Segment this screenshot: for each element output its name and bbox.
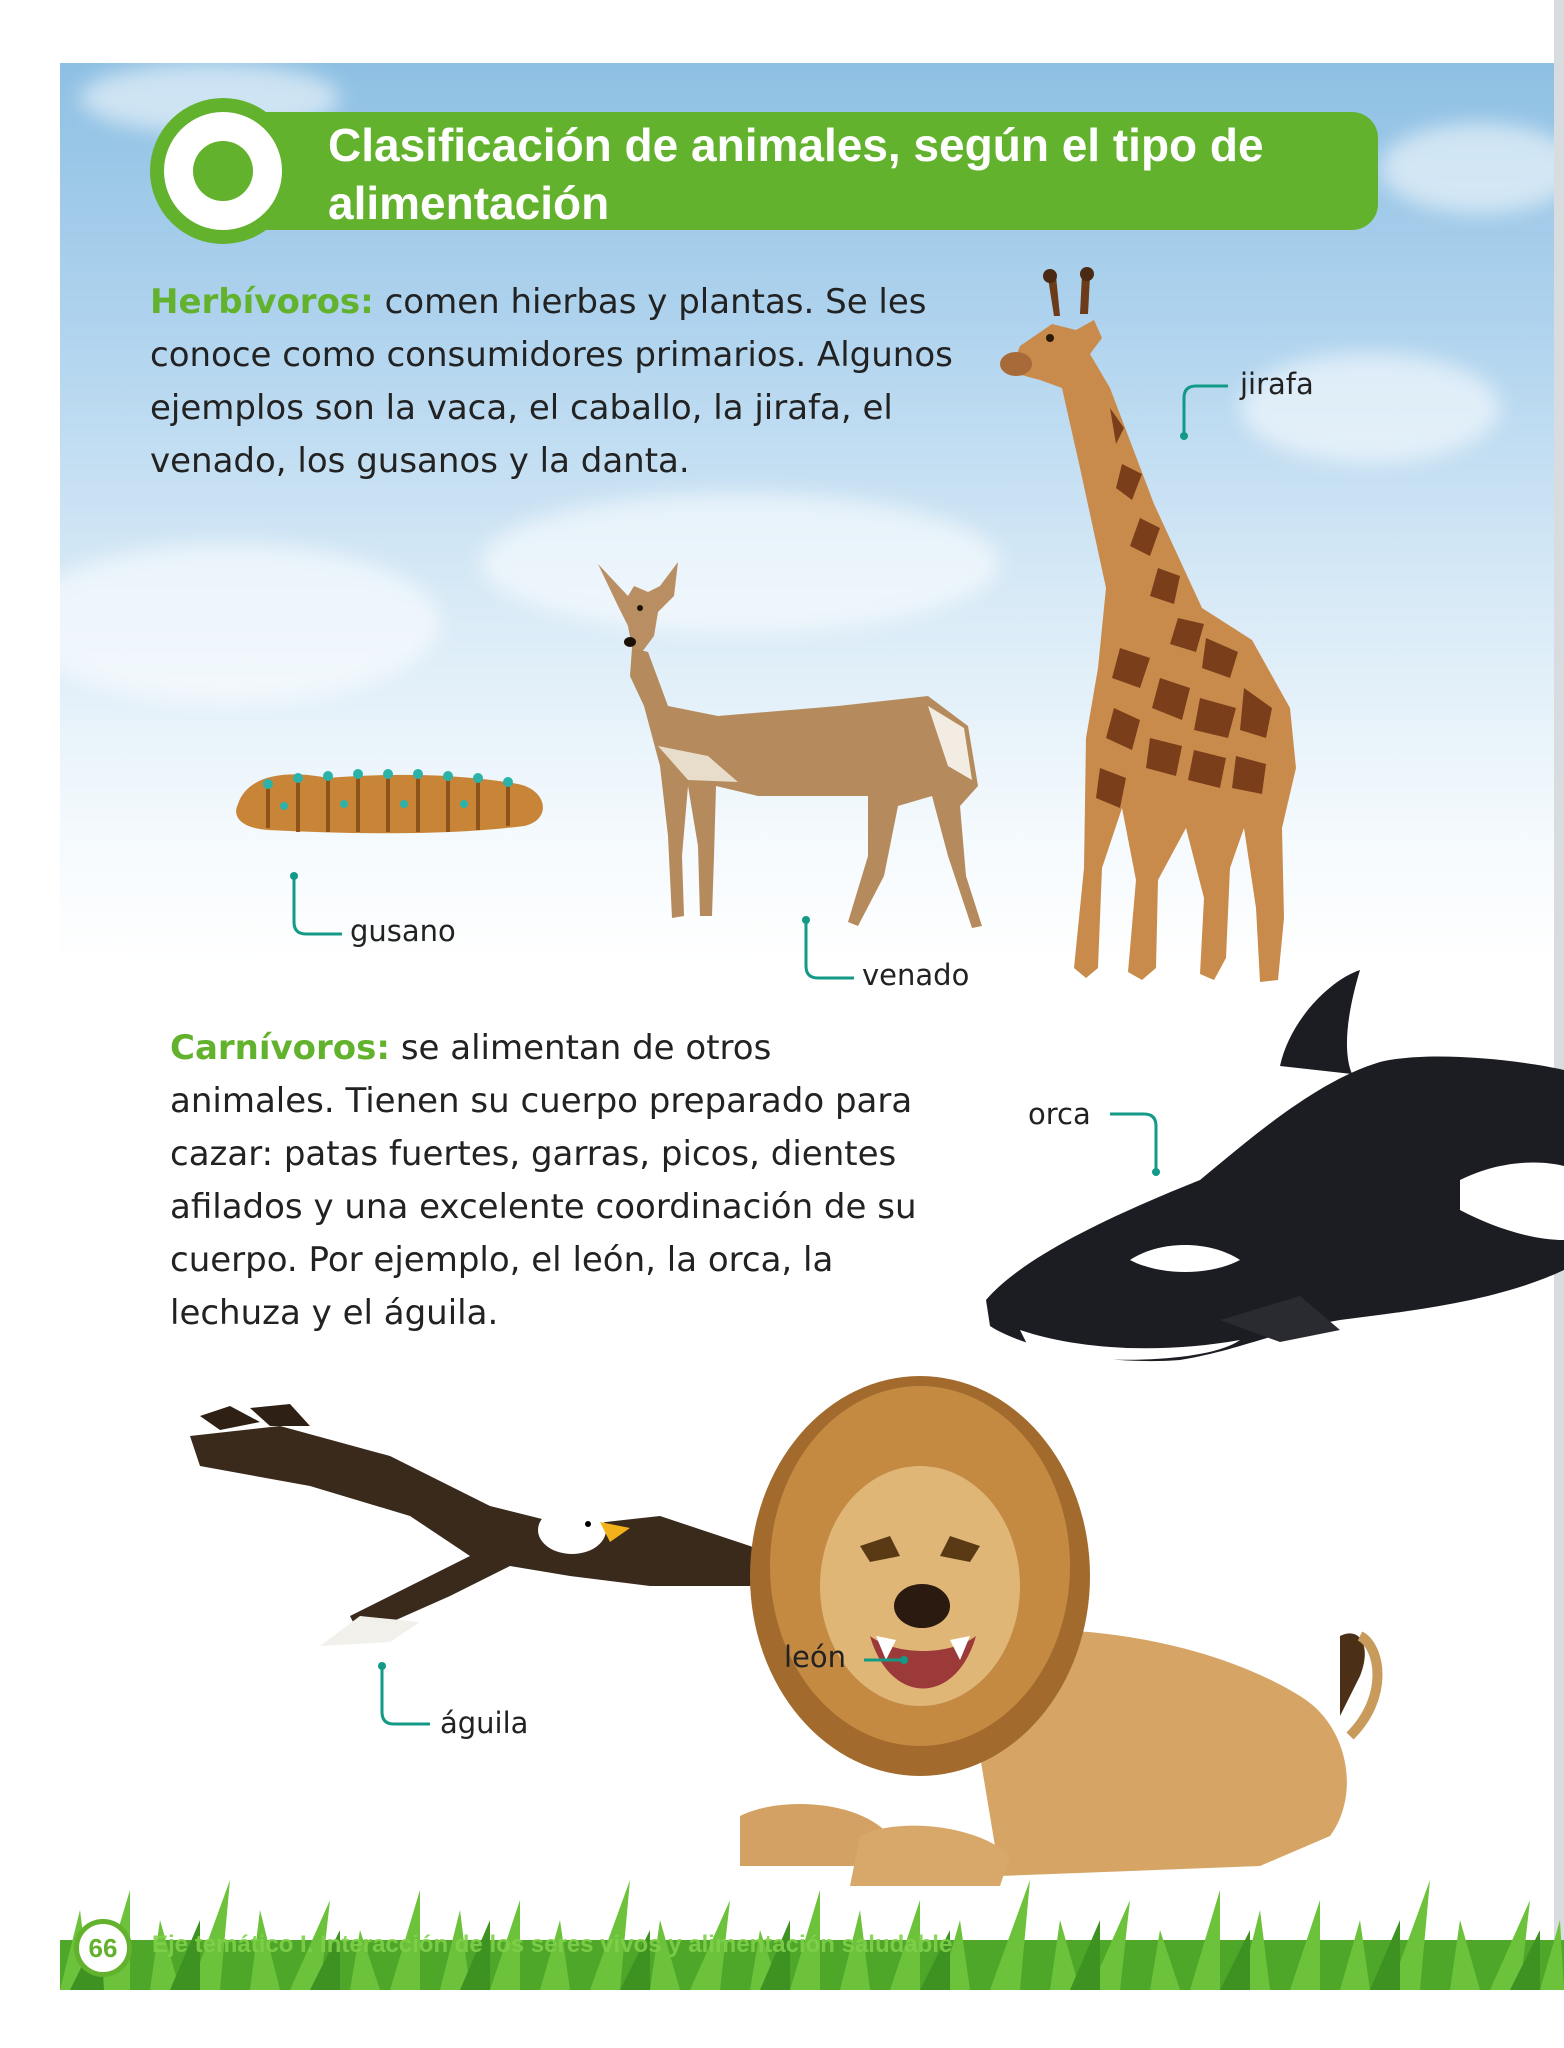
deer-image [588,556,1008,956]
caterpillar-image [228,744,558,844]
grass-decoration [60,1870,1564,1990]
jirafa-label: jirafa [1240,367,1314,401]
aguila-label: águila [440,1706,529,1740]
carnivores-paragraph [170,1022,930,1340]
venado-leader-line [798,914,858,986]
herbivores-term: Herbívoros: [150,282,374,322]
jirafa-leader-line [1176,378,1236,444]
page-title [328,116,1368,232]
title-bullet-icon [150,98,296,244]
leon-leader-line [862,1650,912,1670]
orca-image [980,970,1564,1370]
leon-label: león [784,1640,847,1674]
orca-leader-line [1106,1106,1166,1178]
venado-label: venado [862,958,970,992]
gusano-leader-line [286,870,346,942]
orca-label: orca [1028,1097,1091,1131]
herbivores-paragraph [150,276,990,488]
page-number: 66 [74,1919,132,1977]
footer-section-title: Eje temático I. Interacción de los seres vivos y alimentación saludable [152,1931,953,1958]
herbivores-text: comen hierbas y plantas. Se les conoce como consumidores primarios. Algunos ejemplos son la vaca, el caballo, la jirafa, el venado, los gusanos y la danta. [150,282,953,481]
title-line-2: alimentación [328,177,610,229]
carnivores-term: Carnívoros: [170,1028,391,1068]
gusano-label: gusano [350,914,456,948]
carnivores-text: se alimentan de otros animales. Tienen su cuerpo preparado para cazar: patas fuertes, garras, picos, dientes afilados y una excelente coordinación de su cuerpo. Por ejemplo, el león, la orca, la lechuza y el águila. [170,1028,917,1333]
title-line-1: Clasificación de animales, según el tipo de [328,119,1264,171]
aguila-leader-line [374,1660,434,1732]
